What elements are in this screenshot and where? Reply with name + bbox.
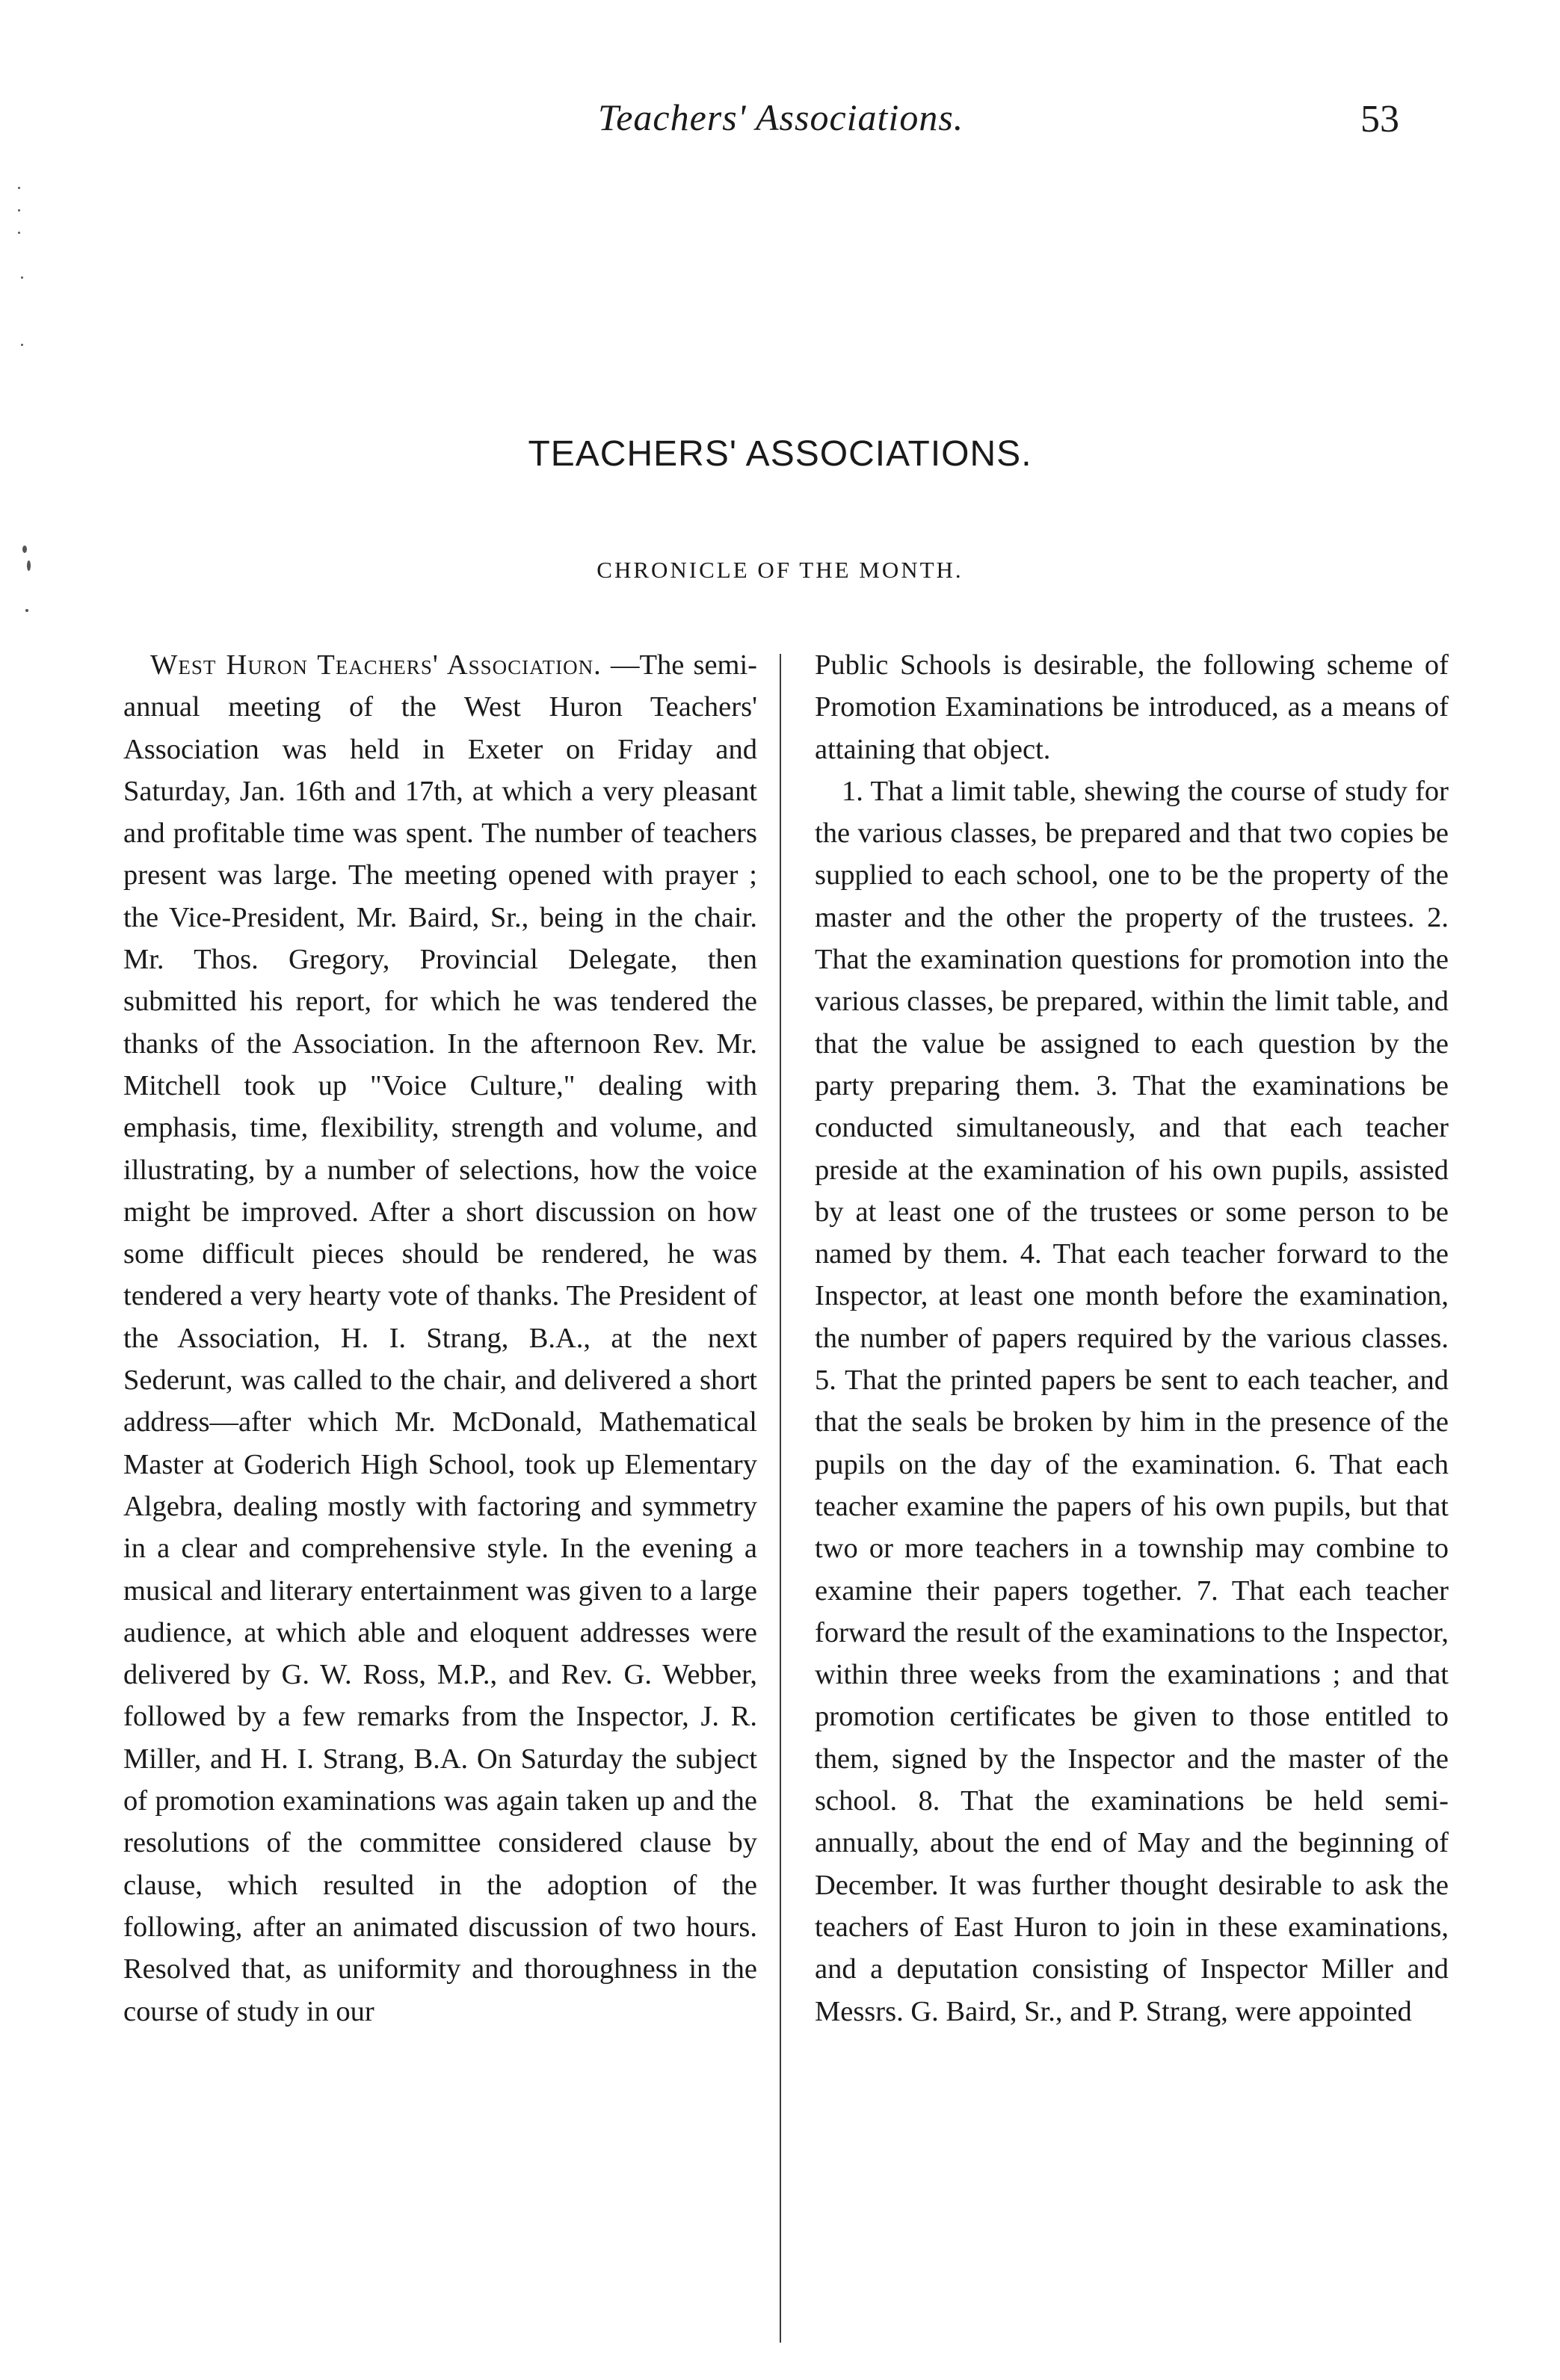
running-head bbox=[0, 96, 1560, 163]
right-column-resolutions: 1. That a limit table, shewing the course of study for the various classes, be prepared and that two copies be supplied to each school, one to be the property of the master and the other the property of the trustees. 2. That the examination questions for promotion into the various classes, be prepared, within the limit table, and that the value be assigned to each question by the party preparing them. 3. That the examinations be conducted simultaneously, and that each teacher preside at the examination of his own pupils, assisted by at least one of the trustees or some person to be named by them. 4. That each teacher forward to the Inspector, at least one month before the examination, the number of papers required by the various classes. 5. That the printed papers be sent to each teacher, and that the seals be broken by him in the presence of the pupils on the day of the examination. 6. That each teacher examine the papers of his own pupils, but that two or more teachers in a township may combine to examine their papers together. 7. That each teacher forward the result of the examinations to the Inspector, within three weeks from the examinations ; and that promotion certificates be given to those entitled to them, signed by the Inspector and the master of the school. 8. That the examinations be held semi-annually, about the end of May and the beginning of December. It was further thought desirable to ask the teachers of East Huron to join in these examinations, and a deputation consisting of Inspector Miller and Messrs. G. Baird, Sr., and P. Strang, were appointed bbox=[815, 775, 1449, 2027]
margin-speck bbox=[18, 232, 20, 234]
right-column-intro: Public Schools is desirable, the following scheme of Promotion Examinations be introduced, as a means of attaining that object. bbox=[815, 649, 1449, 765]
margin-speck bbox=[18, 209, 20, 211]
left-column-paragraph bbox=[123, 644, 757, 2033]
right-column bbox=[815, 644, 1449, 2033]
running-title: Teachers' Associations. bbox=[598, 96, 964, 138]
margin-speck bbox=[21, 276, 23, 279]
section-heading: West Huron Teachers' Association. bbox=[150, 649, 602, 681]
page-title: TEACHERS' ASSOCIATIONS. bbox=[528, 434, 1032, 474]
left-column-body: —The semi-annual meeting of the West Huron Teachers' Association was held in Exeter on Friday and Saturday, Jan. 16th and 17th, at which a very pleasant and profitable time was spent. The number of teachers present was large. The meeting opened with prayer ; the Vice-President, Mr. Baird, Sr., being in the chair. Mr. Thos. Gregory, Provincial Delegate, then submitted his report, for which he was tendered the thanks of the Association. In the afternoon Rev. Mr. Mitchell took up "Voice Culture," dealing with emphasis, time, flexibility, strength and volume, and illustrating, by a number of selections, how the voice might be improved. After a short discussion on how some difficult pieces should be rendered, he was tendered a very hearty vote of thanks. The President of the Association, H. I. Strang, B.A., at the next Sederunt, was called to the chair, and delivered a short address—after which Mr. McDonald, Mathematical Master at Goderich High School, took up Elementary Algebra, dealing mostly with factoring and symmetry in a clear and comprehensive style. In the evening a musical and literary entertainment was given to a large audience, at which able and eloquent addresses were delivered by G. W. Ross, M.P., and Rev. G. Webber, followed by a few remarks from the Inspector, J. R. Miller, and H. I. Strang, B.A. On Saturday the subject of promotion examinations was again taken up and the resolutions of the committee considered clause by clause, which resulted in the adoption of the following, after an animated discussion of two hours. Resolved that, as uniformity and thoroughness in the course of study in our bbox=[123, 649, 757, 2027]
margin-speck bbox=[25, 609, 28, 612]
margin-speck bbox=[21, 344, 23, 346]
column-divider bbox=[780, 654, 781, 2343]
page-subtitle: CHRONICLE OF THE MONTH. bbox=[596, 557, 964, 583]
page-number: 53 bbox=[1360, 98, 1399, 140]
margin-speck bbox=[22, 545, 27, 553]
margin-speck bbox=[18, 187, 20, 189]
left-column bbox=[123, 644, 757, 2033]
